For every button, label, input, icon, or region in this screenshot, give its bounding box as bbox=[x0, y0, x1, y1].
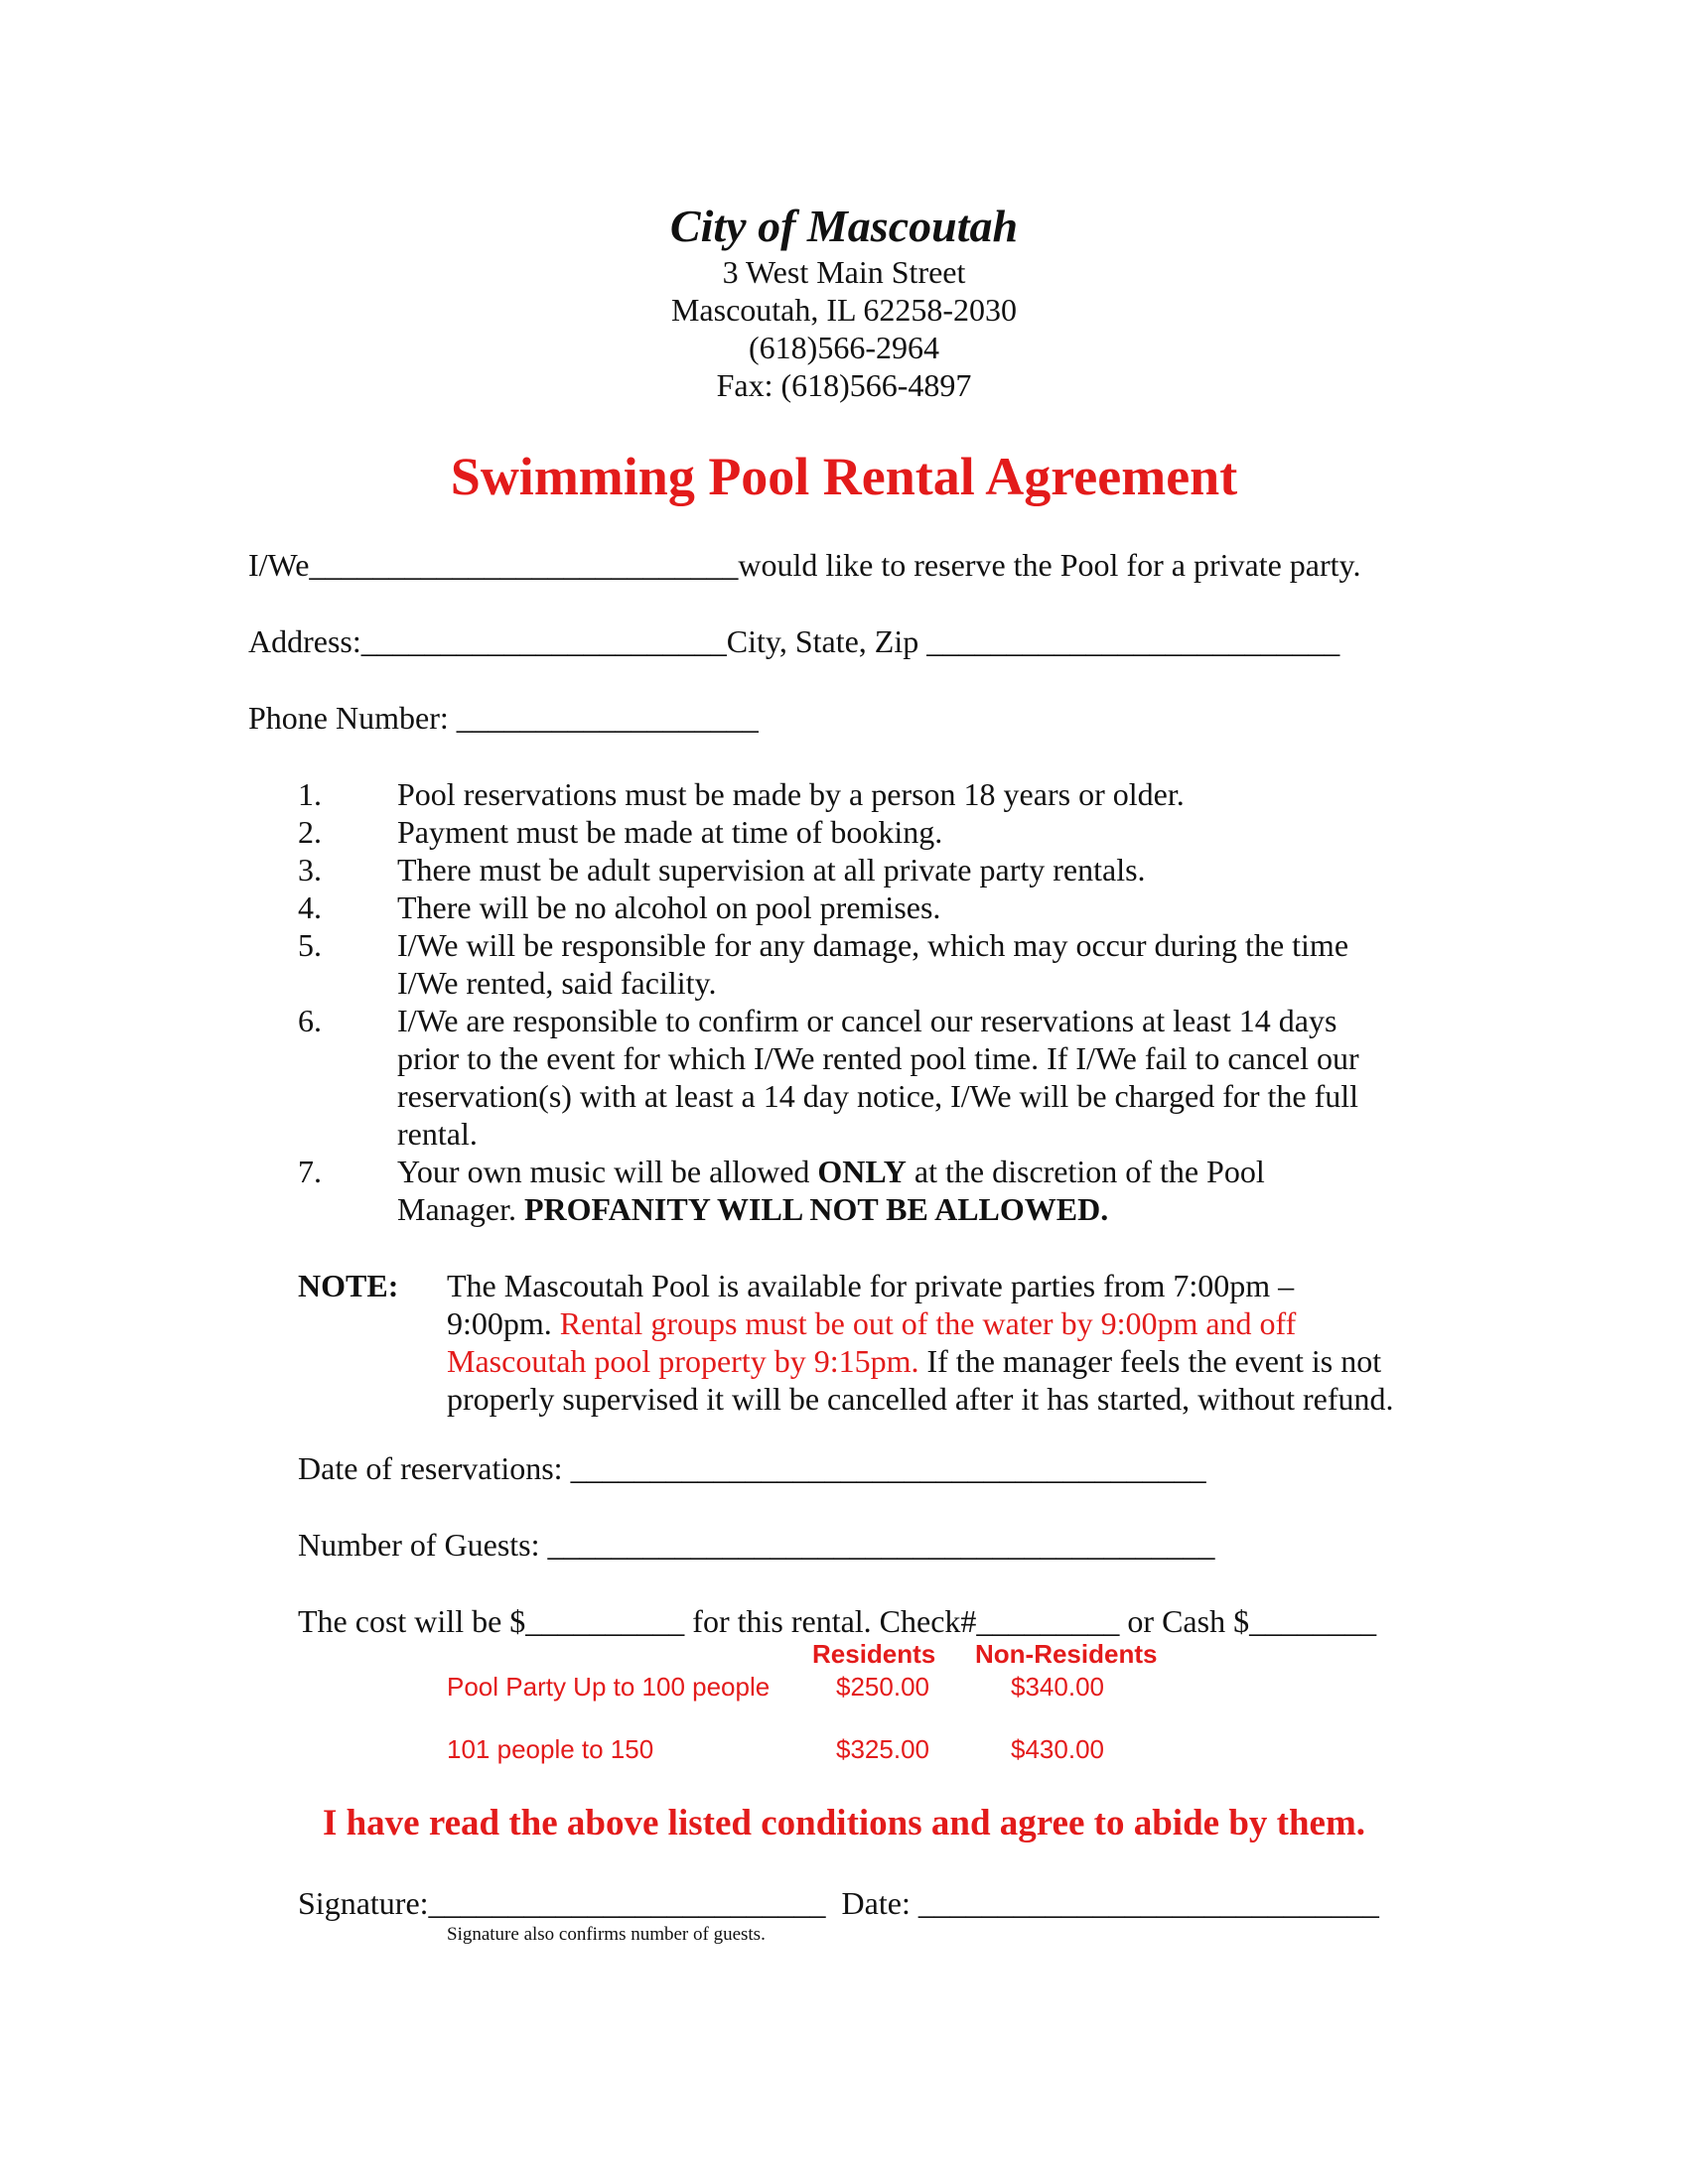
rule-text-part: Your own music will be allowed bbox=[397, 1154, 818, 1189]
note-text: If the manager feels the event is not bbox=[918, 1343, 1382, 1379]
note-warning: Mascoutah pool property by 9:15pm. bbox=[447, 1343, 919, 1379]
rule-number: 6. bbox=[298, 1003, 322, 1038]
check-label: for this rental. Check# bbox=[684, 1603, 977, 1639]
address-line2: Mascoutah, IL 62258-2030 bbox=[670, 292, 1018, 328]
address-label: Address: bbox=[248, 623, 361, 659]
rule-number: 7. bbox=[298, 1154, 322, 1189]
address-line1: 3 West Main Street bbox=[722, 254, 966, 290]
note-line bbox=[447, 1304, 1296, 1342]
reserve-line bbox=[248, 546, 1360, 584]
rule-text: rental. bbox=[397, 1116, 478, 1152]
date-line bbox=[298, 1449, 1206, 1487]
pricing-resident-price: $250.00 bbox=[836, 1672, 929, 1702]
rule-text: prior to the event for which I/We rented pool time. If I/We fail to cancel our bbox=[397, 1040, 1359, 1076]
cost-label: The cost will be $ bbox=[298, 1603, 526, 1639]
address-line bbox=[248, 622, 1339, 660]
rule-text: There will be no alcohol on pool premises. bbox=[397, 889, 941, 925]
iwe-blank[interactable]: ___________________________ bbox=[309, 547, 739, 583]
rule-text: Pool reservations must be made by a person 18 years or older. bbox=[397, 776, 1185, 812]
note-text: 9:00pm. bbox=[447, 1305, 560, 1341]
phone-line bbox=[248, 699, 759, 737]
rule-number: 3. bbox=[298, 852, 322, 887]
iwe-label: I/We bbox=[248, 547, 310, 583]
rule-text-part: at the discretion of the Pool bbox=[906, 1154, 1265, 1189]
note-line: properly supervised it will be cancelled after it has started, without refund. bbox=[447, 1381, 1394, 1417]
agreement-statement: I have read the above listed conditions and agree to abide by them. bbox=[322, 1803, 1366, 1843]
guests-line bbox=[298, 1526, 1215, 1564]
signature-date-blank[interactable]: _____________________________ bbox=[917, 1885, 1379, 1921]
rule-text bbox=[397, 1153, 1265, 1190]
rule-emphasis: PROFANITY WILL NOT BE ALLOWED. bbox=[523, 1191, 1109, 1227]
note-label: NOTE: bbox=[298, 1268, 399, 1303]
page-title: Swimming Pool Rental Agreement bbox=[450, 447, 1238, 506]
date-blank[interactable]: ________________________________________ bbox=[570, 1450, 1206, 1486]
pricing-non-resident-price: $340.00 bbox=[1011, 1672, 1104, 1702]
pricing-non-resident-price: $430.00 bbox=[1011, 1734, 1104, 1764]
date-label: Date of reservations: bbox=[298, 1450, 563, 1486]
rule-text-part: Manager. bbox=[397, 1191, 524, 1227]
signature-date-label: Date: bbox=[825, 1885, 918, 1921]
city-state-zip-blank[interactable]: __________________________ bbox=[926, 623, 1340, 659]
cost-line bbox=[298, 1602, 1376, 1640]
note-warning: Rental groups must be out of the water by 9:00pm and off bbox=[559, 1305, 1297, 1341]
pricing-row-label: Pool Party Up to 100 people bbox=[447, 1672, 771, 1702]
phone-number: (618)566-2964 bbox=[749, 330, 939, 365]
signature-note: Signature also confirms number of guests. bbox=[447, 1924, 766, 1945]
rule-text: I/We rented, said facility. bbox=[397, 965, 717, 1001]
guests-label: Number of Guests: bbox=[298, 1527, 540, 1563]
note-line: The Mascoutah Pool is available for private parties from 7:00pm – bbox=[447, 1268, 1295, 1303]
note-line bbox=[447, 1342, 1381, 1380]
rule-number: 5. bbox=[298, 927, 322, 963]
address-blank[interactable]: _______________________ bbox=[360, 623, 727, 659]
signature-label: Signature: bbox=[298, 1885, 429, 1921]
rule-text bbox=[397, 1190, 1108, 1228]
rule-text: Payment must be made at time of booking. bbox=[397, 814, 943, 850]
pricing-header-non-residents: Non-Residents bbox=[975, 1639, 1158, 1669]
rule-text: reservation(s) with at least a 14 day notice, I/We will be charged for the full bbox=[397, 1078, 1359, 1114]
rule-number: 4. bbox=[298, 889, 322, 925]
cost-blank[interactable]: __________ bbox=[525, 1603, 685, 1639]
pricing-resident-price: $325.00 bbox=[836, 1734, 929, 1764]
guests-blank[interactable]: __________________________________________ bbox=[547, 1527, 1215, 1563]
org-name: City of Mascoutah bbox=[669, 201, 1019, 251]
reserve-text: would like to reserve the Pool for a private party. bbox=[738, 547, 1361, 583]
pricing-header-residents: Residents bbox=[812, 1639, 936, 1669]
rule-emphasis: ONLY bbox=[817, 1154, 907, 1189]
city-state-zip-label: City, State, Zip bbox=[726, 623, 919, 659]
cash-label: or Cash $ bbox=[1119, 1603, 1250, 1639]
check-blank[interactable]: _________ bbox=[976, 1603, 1120, 1639]
pricing-row-label: 101 people to 150 bbox=[447, 1734, 654, 1764]
rule-text: I/We will be responsible for any damage, which may occur during the time bbox=[397, 927, 1349, 963]
rule-number: 2. bbox=[298, 814, 322, 850]
signature-line bbox=[298, 1884, 1379, 1922]
rule-text: I/We are responsible to confirm or cancel our reservations at least 14 days bbox=[397, 1003, 1337, 1038]
phone-label: Phone Number: bbox=[248, 700, 449, 736]
cash-blank[interactable]: ________ bbox=[1249, 1603, 1377, 1639]
fax-number: Fax: (618)566-4897 bbox=[716, 367, 972, 403]
rule-number: 1. bbox=[298, 776, 322, 812]
rule-text: There must be adult supervision at all private party rentals. bbox=[397, 852, 1146, 887]
phone-blank[interactable]: ___________________ bbox=[456, 700, 759, 736]
signature-blank[interactable]: _________________________ bbox=[428, 1885, 826, 1921]
